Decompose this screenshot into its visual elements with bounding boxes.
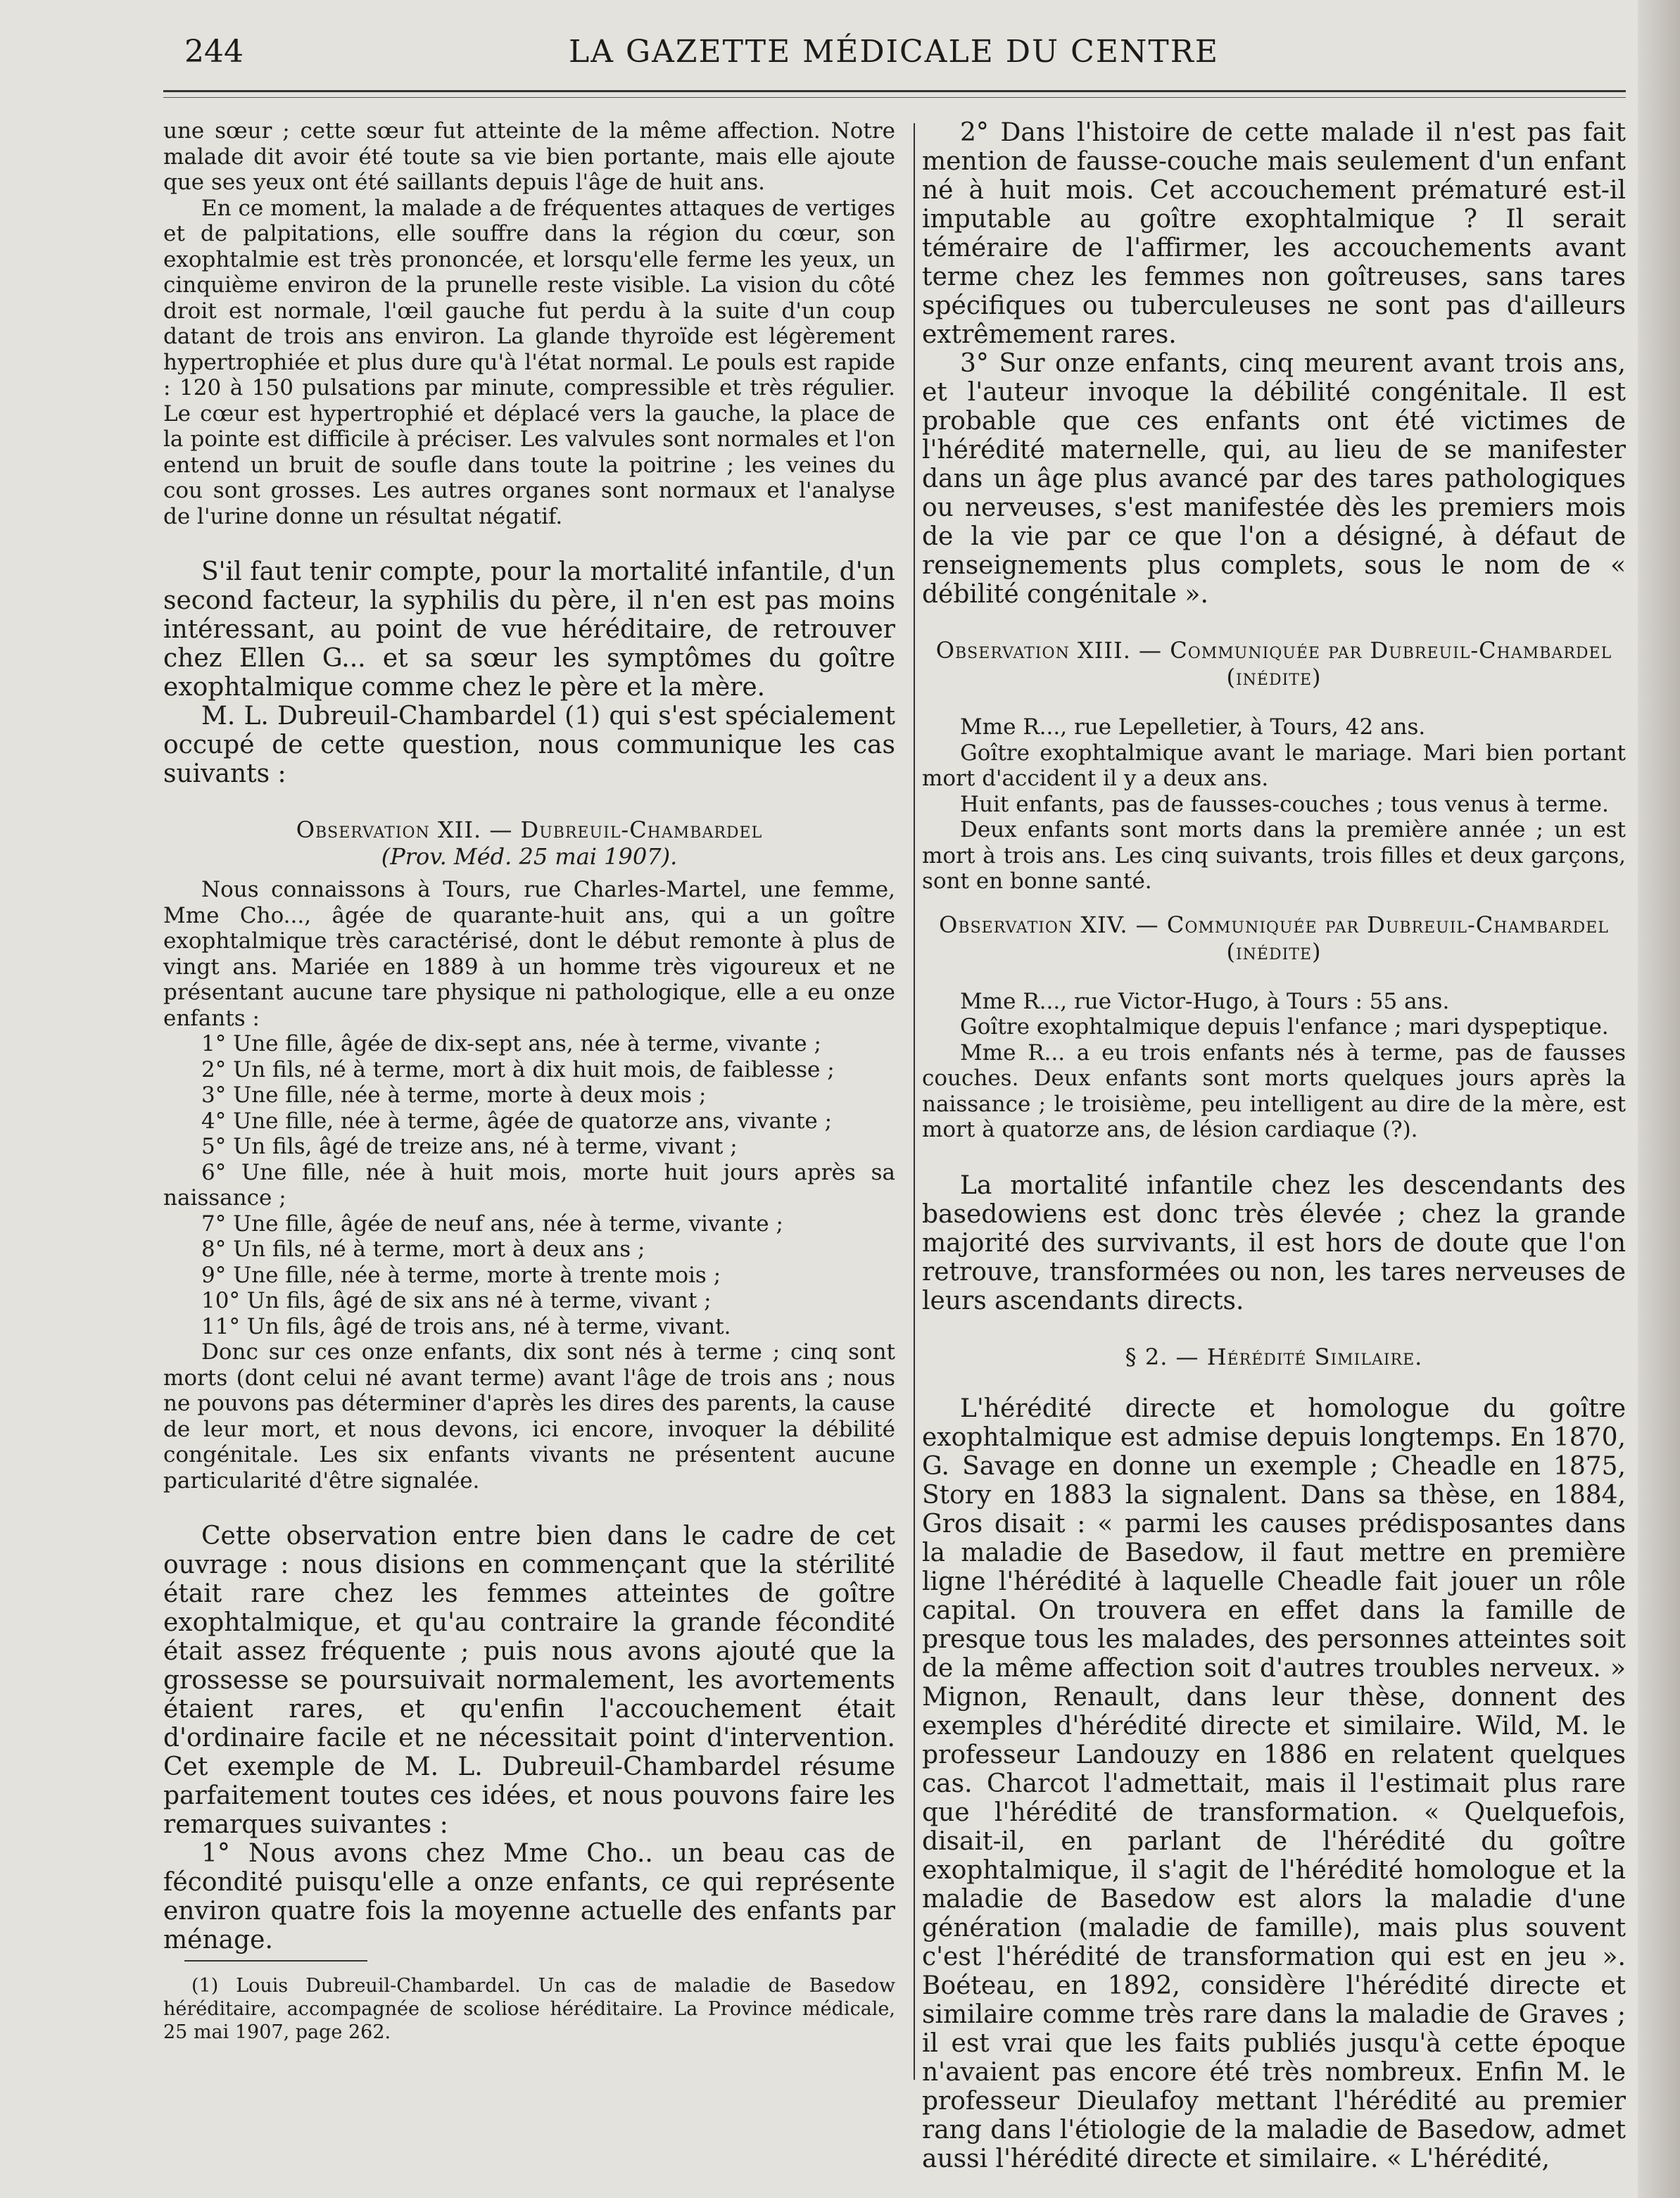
list-item: 8° Un fils, né à terme, mort à deux ans ; bbox=[201, 1237, 645, 1262]
paragraph: S'il faut tenir compte, pour la mortalité infantile, d'un second facteur, la syphilis du père, il n'en est pas moins intéressant, au point de vue héréditaire, de retrouver chez Ellen G... et sa sœur les symptômes du goître exophtalmique comme chez le père et la mère. bbox=[163, 557, 895, 702]
observation-heading bbox=[163, 816, 895, 870]
header-rule bbox=[163, 90, 1626, 92]
observation-line: Mme R..., rue Lepelletier, à Tours, 42 ans. bbox=[960, 714, 1426, 740]
journal-title: LA GAZETTE MÉDICALE DU CENTRE bbox=[568, 34, 1220, 70]
paragraph: Cette observation entre bien dans le cadre de cet ouvrage : nous disions en commençant que la stérilité était rare chez les femmes atteintes de goître exophtalmique, et qu'au contraire la grande fécondité était assez fréquente ; puis nous avons ajouté que la grossesse se poursuivait normalement, les avortements étaient rares, et qu'enfin l'accouchement était d'ordinaire facile et ne nécessitait point d'intervention. Cet exemple de M. L. Dubreuil-Chambardel résume parfaitement toutes ces idées, et nous pouvons faire les remarques suivantes : bbox=[163, 1522, 895, 1839]
observation-line: Goître exophtalmique depuis l'enfance ; mari dyspeptique. bbox=[960, 1014, 1609, 1040]
observation-line: Mme R... a eu trois enfants nés à terme, pas de fausses couches. Deux enfants sont morts quelques jours après la naissance ; le troisième, peu intelligent au dire de la mère, est mort à quatorze ans, de lésion cardiaque (?). bbox=[922, 1040, 1626, 1142]
list-item: 3° Une fille, née à terme, morte à deux mois ; bbox=[201, 1082, 707, 1108]
children-list bbox=[163, 1031, 895, 1339]
list-item: 4° Une fille, née à terme, âgée de quatorze ans, vivante ; bbox=[201, 1108, 833, 1134]
footnote: (1) Louis Dubreuil-Chambardel. Un cas de maladie de Basedow héréditaire, accompagnée de scoliose héréditaire. La Province médicale, 25 mai 1907, page 262. bbox=[163, 1975, 895, 2043]
page-number: 244 bbox=[184, 34, 244, 70]
observation-title: Observation XII. — Dubreuil-Chambardel bbox=[296, 816, 763, 843]
observation-line: Huit enfants, pas de fausses-couches ; tous venus à terme. bbox=[960, 791, 1609, 817]
paragraph: La mortalité infantile chez les descendants des basedowiens est donc très élevée ; chez la grande majorité des survivants, il est hors de doute que l'on retrouve, transformées ou non, les tares nerveuses de leurs ascendants directs. bbox=[922, 1170, 1626, 1315]
header-rule-thin bbox=[163, 97, 1626, 98]
paragraph: une sœur ; cette sœur fut atteinte de la même affection. Notre malade dit avoir été toute sa vie bien portante, mais elle ajoute que ses yeux ont été saillants depuis l'âge de huit ans. bbox=[163, 118, 895, 195]
page-header bbox=[162, 31, 1626, 80]
paragraph: 3° Sur onze enfants, cinq meurent avant trois ans, et l'auteur invoque la débilité congénitale. Il est probable que ces enfants ont été victimes de l'hérédité maternelle, qui, au lieu de se manifester dans un âge plus avancé par des tares pathologiques ou nerveuses, s'est manifestée dès les premiers mois de la vie par ce que l'on a désigné, à défaut de renseignements plus complets, sous le nom de « débilité congénitale ». bbox=[922, 349, 1626, 609]
observation-title: Observation XIV. — Communiquée par Dubreuil-Chambardel (inédite) bbox=[939, 911, 1609, 965]
observation-line: Goître exophtalmique avant le mariage. Mari bien portant mort d'accident il y a deux ans. bbox=[922, 740, 1626, 791]
paragraph: Nous connaissons à Tours, rue Charles-Martel, une femme, Mme Cho..., âgée de quarante-huit ans, qui a un goître exophtalmique très caractérisé, dont le début remonte à plus de vingt ans. Mariée en 1889 à un homme très vigoureux et ne présentant aucune tare physique ni pathologique, elle a eu onze enfants : bbox=[163, 877, 895, 1031]
observation-source: (Prov. Méd. 25 mai 1907). bbox=[381, 843, 678, 870]
paragraph: L'hérédité directe et homologue du goître exophtalmique est admise depuis longtemps. En 1870, G. Savage en donne un exemple ; Cheadle en 1875, Story en 1883 la signalent. Dans sa thèse, en 1884, Gros disait : « parmi les causes prédisposantes dans la maladie de Basedow, il faut mettre en première ligne l'hérédité à laquelle Cheadle fait jouer un rôle capital. On trouvera en effet dans la famille de presque tous les malades, des personnes atteintes soit de la même affection soit d'autres troubles nerveux. » Mignon, Renault, dans leur thèse, donnent des exemples d'hérédité directe et similaire. Wild, M. le professeur Landouzy en 1886 en relatent quelques cas. Charcot l'admettait, mais il l'estimait plus rare que l'hérédité de transformation. « Quelquefois, disait-il, en parlant de l'hérédité du goître exophtalmique, il s'agit de l'hérédité homologue et la maladie de Basedow est alors la maladie d'une génération (maladie de famille), mais plus souvent c'est l'hérédité de transformation qui est en jeu ». Boéteau, en 1892, considère l'hérédité directe et similaire comme très rare dans la maladie de Graves ; il est vrai que les faits publiés jusqu'à cette époque n'avaient pas encore été très nombreux. Enfin M. le professeur Dieulafoy mettant l'hérédité au premier rang dans l'étiologie de la maladie de Basedow, admet aussi l'hérédité directe et similaire. « L'hérédité, bbox=[922, 1394, 1626, 2173]
paragraph: En ce moment, la malade a de fréquentes attaques de vertiges et de palpitations, elle souffre dans la région du cœur, son exophtalmie est très prononcée, et lorsqu'elle ferme les yeux, un cinquième environ de la prunelle reste visible. La vision du côté droit est normale, l'œil gauche fut perdu à la suite d'un coup datant de trois ans environ. La glande thyroïde est légèrement hypertrophiée et plus dure qu'à l'état normal. Le pouls est rapide : 120 à 150 pulsations par minute, compressible et très régulier. Le cœur est hypertrophié et déplacé vers la gauche, la place de la pointe est difficile à préciser. Les valvules sont normales et l'on entend un bruit de soufle dans toute la poitrine ; les veines du cou sont grosses. Les autres organes sont normaux et l'analyse de l'urine donne un résultat négatif. bbox=[163, 195, 895, 529]
page-edge bbox=[1638, 0, 1680, 2198]
list-item: 2° Un fils, né à terme, mort à dix huit mois, de faiblesse ; bbox=[201, 1056, 835, 1082]
observation-line: Mme R..., rue Victor-Hugo, à Tours : 55 ans. bbox=[960, 988, 1450, 1014]
list-item: 1° Une fille, âgée de dix-sept ans, née à terme, vivante ; bbox=[201, 1031, 821, 1056]
paragraph: 1° Nous avons chez Mme Cho.. un beau cas de fécondité puisqu'elle a onze enfants, ce qui représente environ quatre fois la moyenne actuelle des enfants par ménage. bbox=[163, 1839, 895, 1954]
right-column bbox=[922, 118, 1626, 2173]
list-item: 10° Un fils, âgé de six ans né à terme, vivant ; bbox=[201, 1288, 712, 1313]
footnote-rule bbox=[184, 1960, 367, 1962]
paragraph: 2° Dans l'histoire de cette malade il n'est pas fait mention de fausse-couche mais seulement d'un enfant né à huit mois. Cet accouchement prématuré est-il imputable au goître exophtalmique ? Il serait téméraire de l'affirmer, les accouchements avant terme chez les femmes non goîtreuses, sans tares spécifiques ou tuberculeuses ne sont pas d'ailleurs extrêmement rares. bbox=[922, 118, 1626, 349]
list-item: 6° Une fille, née à huit mois, morte huit jours après sa naissance ; bbox=[163, 1159, 895, 1211]
list-item: 9° Une fille, née à terme, morte à trente mois ; bbox=[201, 1262, 721, 1288]
list-item: 5° Un fils, âgé de treize ans, né à terme, vivant ; bbox=[201, 1134, 738, 1159]
left-column bbox=[163, 118, 895, 1954]
section-title: § 2. — Hérédité Similaire. bbox=[1125, 1343, 1423, 1370]
observation-line: Deux enfants sont morts dans la première année ; un est mort à trois ans. Les cinq suivants, trois filles et deux garçons, sont en bonne santé. bbox=[922, 817, 1626, 894]
observation-title: Observation XIII. — Communiquée par Dubreuil-Chambardel (inédite) bbox=[935, 637, 1612, 690]
paragraph: Donc sur ces onze enfants, dix sont nés à terme ; cinq sont morts (dont celui né avant terme) avant l'âge de trois ans ; nous ne pouvons pas déterminer d'après les dires des parents, la cause de leur mort, et nous devons, ici encore, invoquer la débilité congénitale. Les six enfants vivants ne présentent aucune particularité d'être signalée. bbox=[163, 1339, 895, 1493]
footnote-area bbox=[163, 1960, 895, 2044]
paragraph: M. L. Dubreuil-Chambardel (1) qui s'est spécialement occupé de cette question, nous communique les cas suivants : bbox=[163, 702, 895, 788]
column-divider bbox=[914, 123, 915, 2080]
list-item: 7° Une fille, âgée de neuf ans, née à terme, vivante ; bbox=[201, 1211, 783, 1237]
list-item: 11° Un fils, âgé de trois ans, né à terme, vivant. bbox=[201, 1313, 731, 1339]
